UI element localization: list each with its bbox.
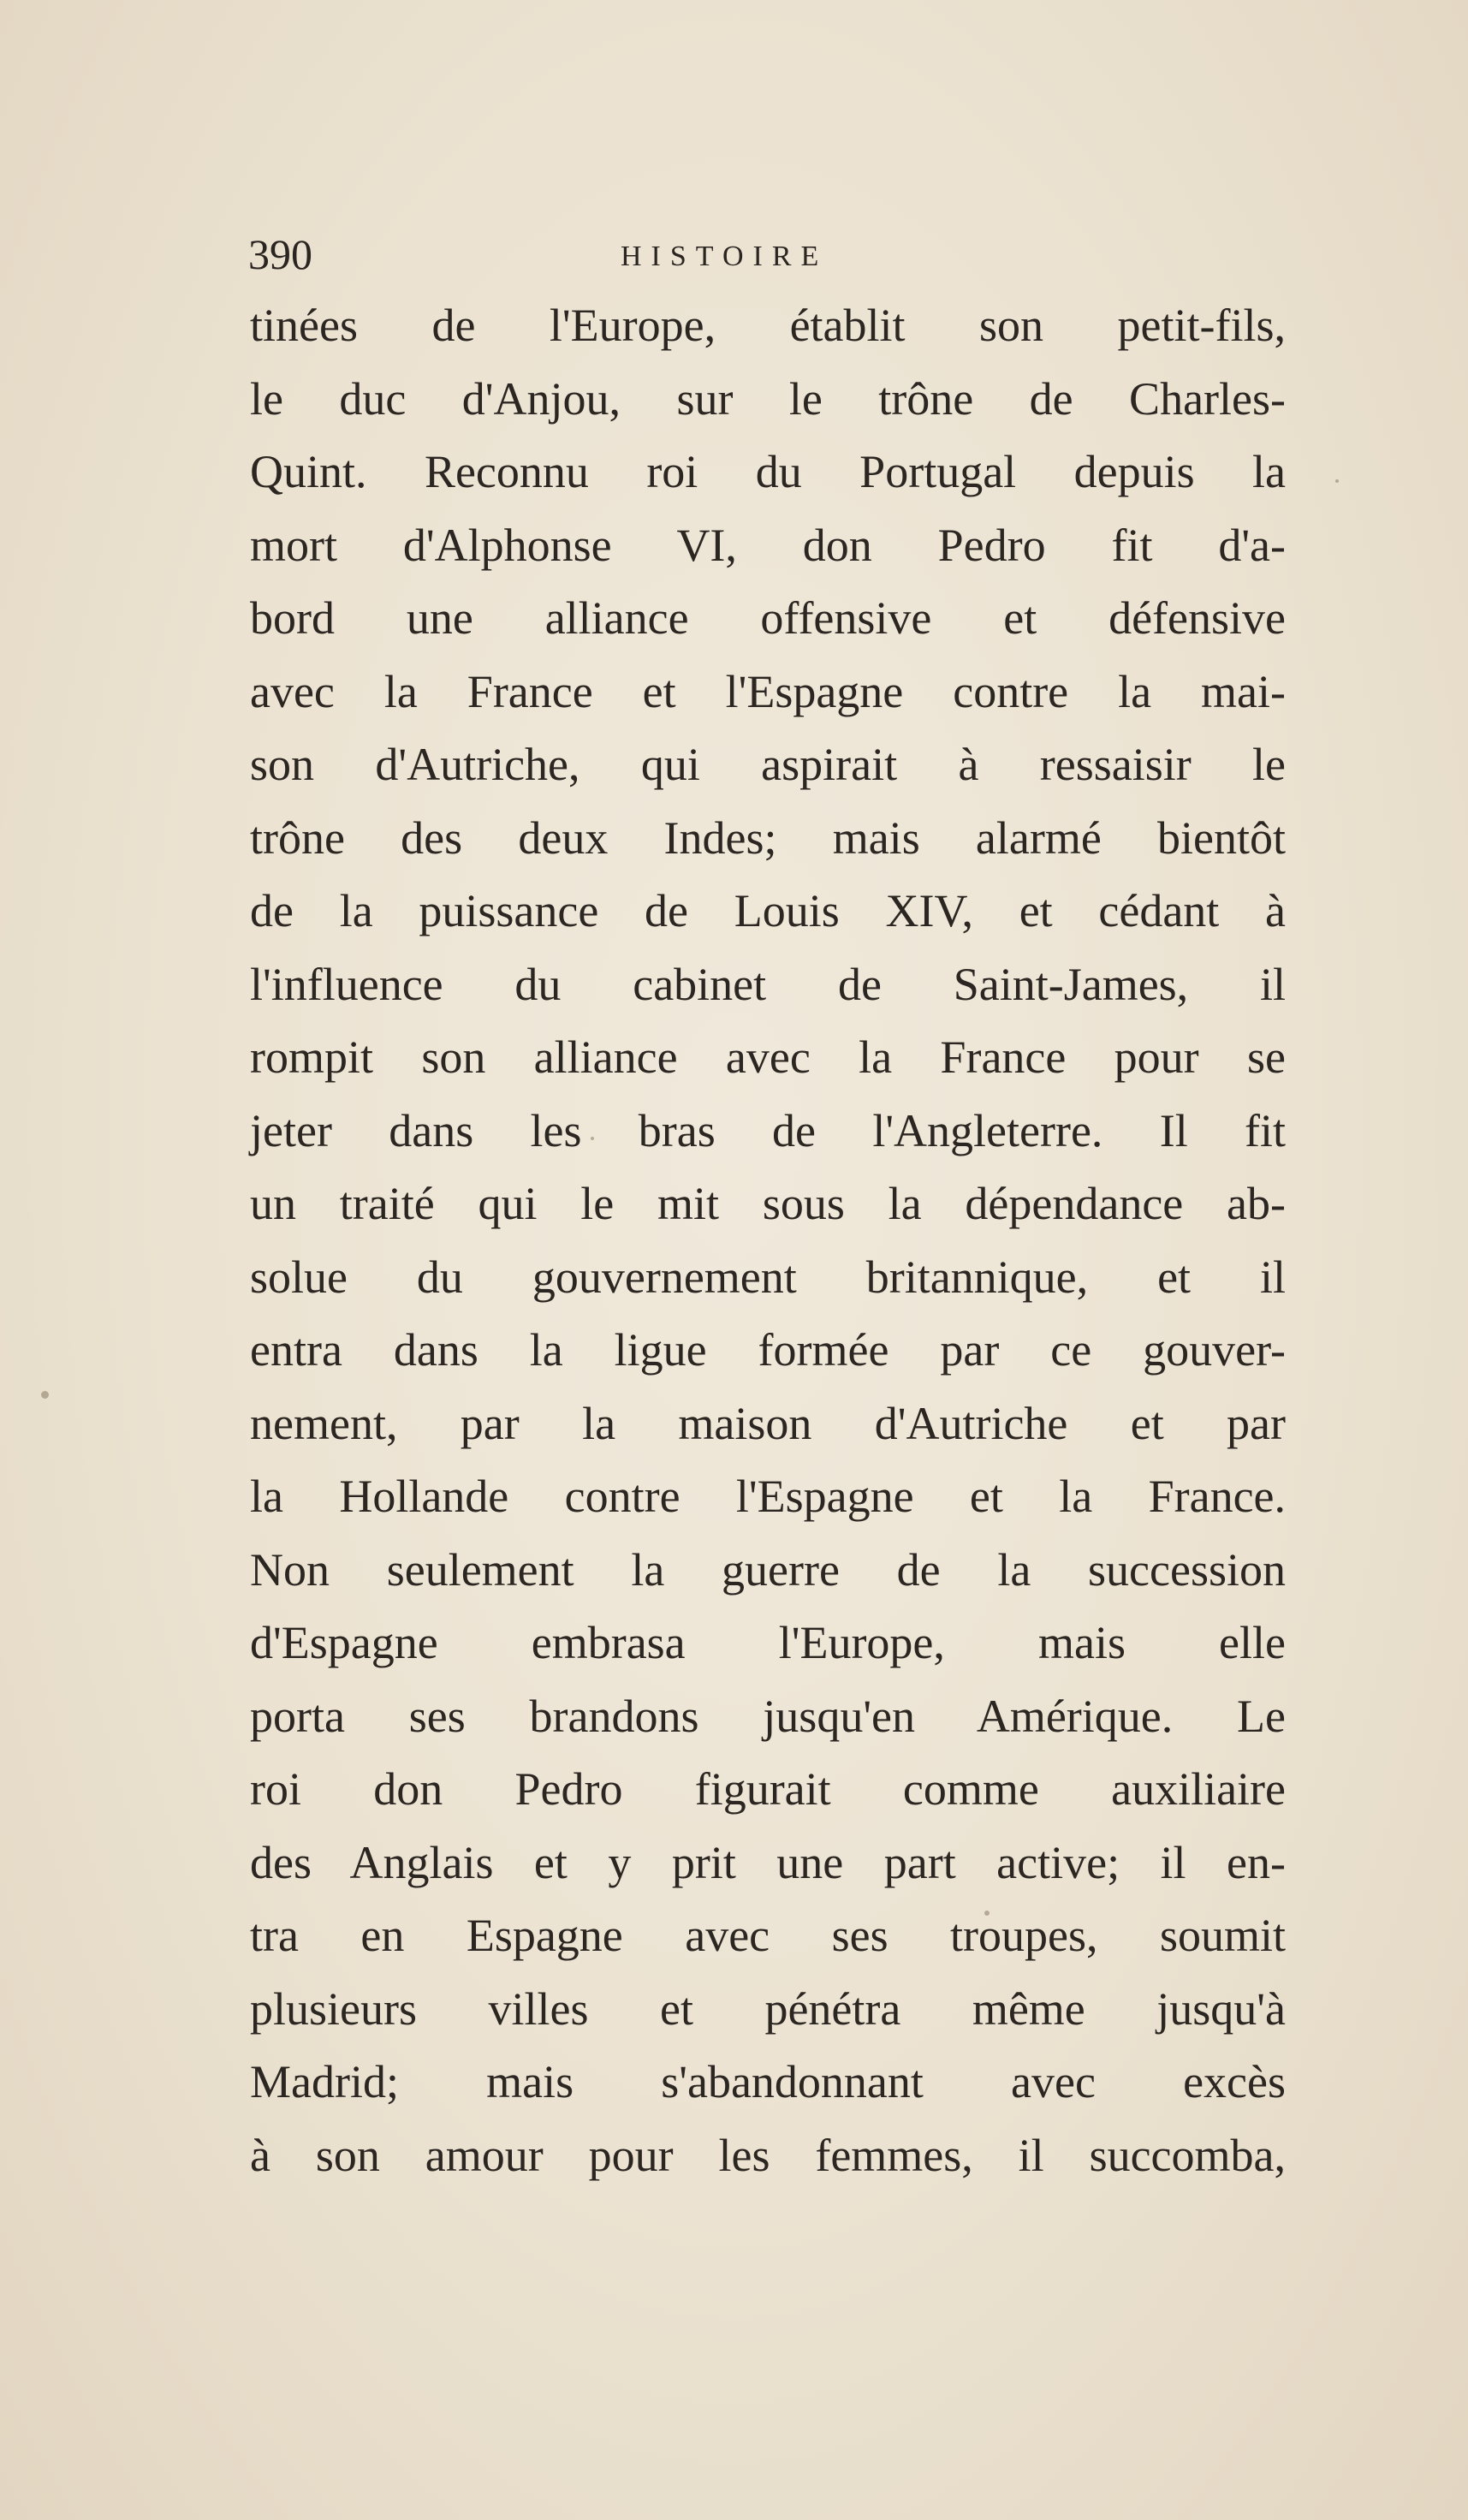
text-line: Quint. Reconnu roi du Portugal depuis la: [250, 446, 1286, 497]
paper-speck: [41, 1391, 49, 1399]
running-head: [248, 224, 1275, 284]
page-number: 390: [248, 230, 312, 278]
text-line: à son amour pour les femmes, il succomba,: [250, 2129, 1286, 2181]
running-title: HISTOIRE: [621, 241, 829, 272]
text-line: le duc d'Anjou, sur le trône de Charles-: [250, 372, 1286, 425]
body-text: [250, 289, 1286, 2192]
text-line: nement, par la maison d'Autriche et par: [250, 1397, 1286, 1449]
text-line: Madrid; mais s'abandonnant avec excès: [250, 2056, 1286, 2107]
text-line: l'influence du cabinet de Saint-James, il: [250, 958, 1286, 1010]
text-line: d'Espagne embrasa l'Europe, mais elle: [250, 1617, 1286, 1668]
text-line: son d'Autriche, qui aspirait à ressaisir le: [250, 739, 1286, 790]
text-line: des Anglais et y prit une part active; il en-: [250, 1836, 1286, 1888]
text-line: Non seulement la guerre de la succession: [250, 1543, 1286, 1596]
text-line: un traité qui le mit sous la dépendance ab-: [250, 1178, 1286, 1229]
text-line: tra en Espagne avec ses troupes, soumit: [250, 1910, 1286, 1961]
text-line: entra dans la ligue formée par ce gouver-: [250, 1324, 1286, 1376]
text-line: roi don Pedro figurait comme auxiliaire: [250, 1763, 1286, 1815]
text-line: trône des deux Indes; mais alarmé bientôt: [250, 811, 1286, 864]
text-line: la Hollande contre l'Espagne et la France.: [250, 1471, 1286, 1522]
text-line: rompit son alliance avec la France pour se: [250, 1031, 1286, 1083]
text-line: avec la France et l'Espagne contre la mai-: [250, 665, 1286, 717]
paper-speck: [1335, 479, 1339, 483]
text-line: jeter dans les bras de l'Angleterre. Il fit: [250, 1104, 1286, 1156]
text-line: de la puissance de Louis XIV, et cédant à: [250, 885, 1286, 936]
text-line: porta ses brandons jusqu'en Amérique. Le: [250, 1690, 1286, 1742]
text-line: mort d'Alphonse VI, don Pedro fit d'a-: [250, 519, 1286, 571]
text-line: solue du gouvernement britannique, et il: [250, 1251, 1286, 1303]
text-line: bord une alliance offensive et défensive: [250, 592, 1286, 644]
text-line: tinées de l'Europe, établit son petit-fils,: [250, 300, 1286, 351]
text-line: plusieurs villes et pénétra même jusqu'à: [250, 1982, 1286, 2035]
